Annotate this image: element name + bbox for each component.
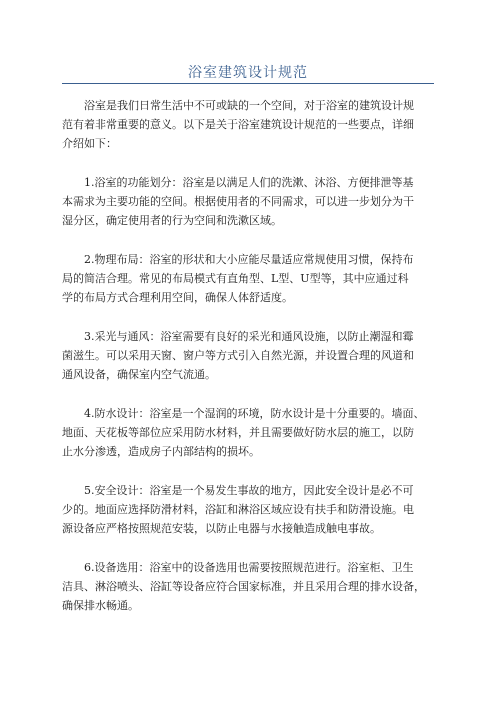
paragraph-line: 3.采光与通风：浴室需要有良好的采光和通风设施，以防止潮湿和霉 (84, 330, 414, 343)
section-paragraph-function (62, 173, 434, 230)
section-paragraph-equipment (62, 558, 434, 615)
paragraph-line: 洁具、淋浴喷头、浴缸等设备应符合国家标准，并且采用合理的排水设备， (62, 580, 425, 593)
section-paragraph-layout (62, 250, 434, 307)
paragraph-line: 确保排水畅通。 (62, 599, 139, 612)
page-title: 浴室建筑设计规范 (188, 65, 308, 81)
paragraph-line: 地面、天花板等部位应采用防水材料，并且需要做好防水层的施工，以防 (62, 426, 414, 439)
section-paragraph-waterproof (62, 404, 434, 461)
section-paragraph-safety (62, 481, 434, 538)
title-underline (62, 83, 434, 84)
paragraph-line: 4.防水设计：浴室是一个湿润的环境，防水设计是十分重要的。墙面、 (84, 407, 425, 420)
paragraph-line: 学的布局方式合理利用空间，确保人体舒适度。 (62, 291, 293, 304)
section-paragraph-lighting (62, 327, 434, 384)
paragraph-line: 局的简洁合理。常见的布局模式有直角型、L型、U型等，其中应通过科 (62, 272, 409, 285)
intro-paragraph (62, 96, 434, 153)
paragraph-line: 本需求为主要功能的空间。根据使用者的不同需求，可以进一步划分为干 (62, 195, 414, 208)
paragraph-line: 范有着非常重要的意义。以下是关于浴室建筑设计规范的一些要点，详细 (62, 118, 414, 131)
paragraph-line: 介绍如下： (62, 137, 117, 150)
paragraph-line: 源设备应严格按照规范安装，以防止电器与水接触造成触电事故。 (62, 522, 381, 535)
paragraph-line: 2.物理布局：浴室的形状和大小应能尽量适应常规使用习惯，保持布 (84, 253, 414, 266)
paragraph-line: 浴室是我们日常生活中不可或缺的一个空间，对于浴室的建筑设计规 (84, 99, 414, 112)
paragraph-line: 湿分区，确定使用者的行为空间和洗漱区域。 (62, 214, 282, 227)
paragraph-line: 5.安全设计：浴室是一个易发生事故的地方，因此安全设计是必不可 (84, 484, 414, 497)
paragraph-line: 菌滋生。可以采用天窗、窗户等方式引入自然光源，并设置合理的风道和 (62, 349, 414, 362)
paragraph-line: 6.设备选用：浴室中的设备选用也需要按照规范进行。浴室柜、卫生 (84, 561, 414, 574)
paragraph-line: 通风设备，确保室内空气流通。 (62, 368, 216, 381)
paragraph-line: 少的。地面应选择防滑材料，浴缸和淋浴区域应设有扶手和防滑设施。电 (62, 503, 414, 516)
paragraph-line: 止水分渗透，造成房子内部结构的损坏。 (62, 445, 260, 458)
paragraph-line: 1.浴室的功能划分：浴室是以满足人们的洗漱、沐浴、方便排泄等基 (84, 176, 414, 189)
